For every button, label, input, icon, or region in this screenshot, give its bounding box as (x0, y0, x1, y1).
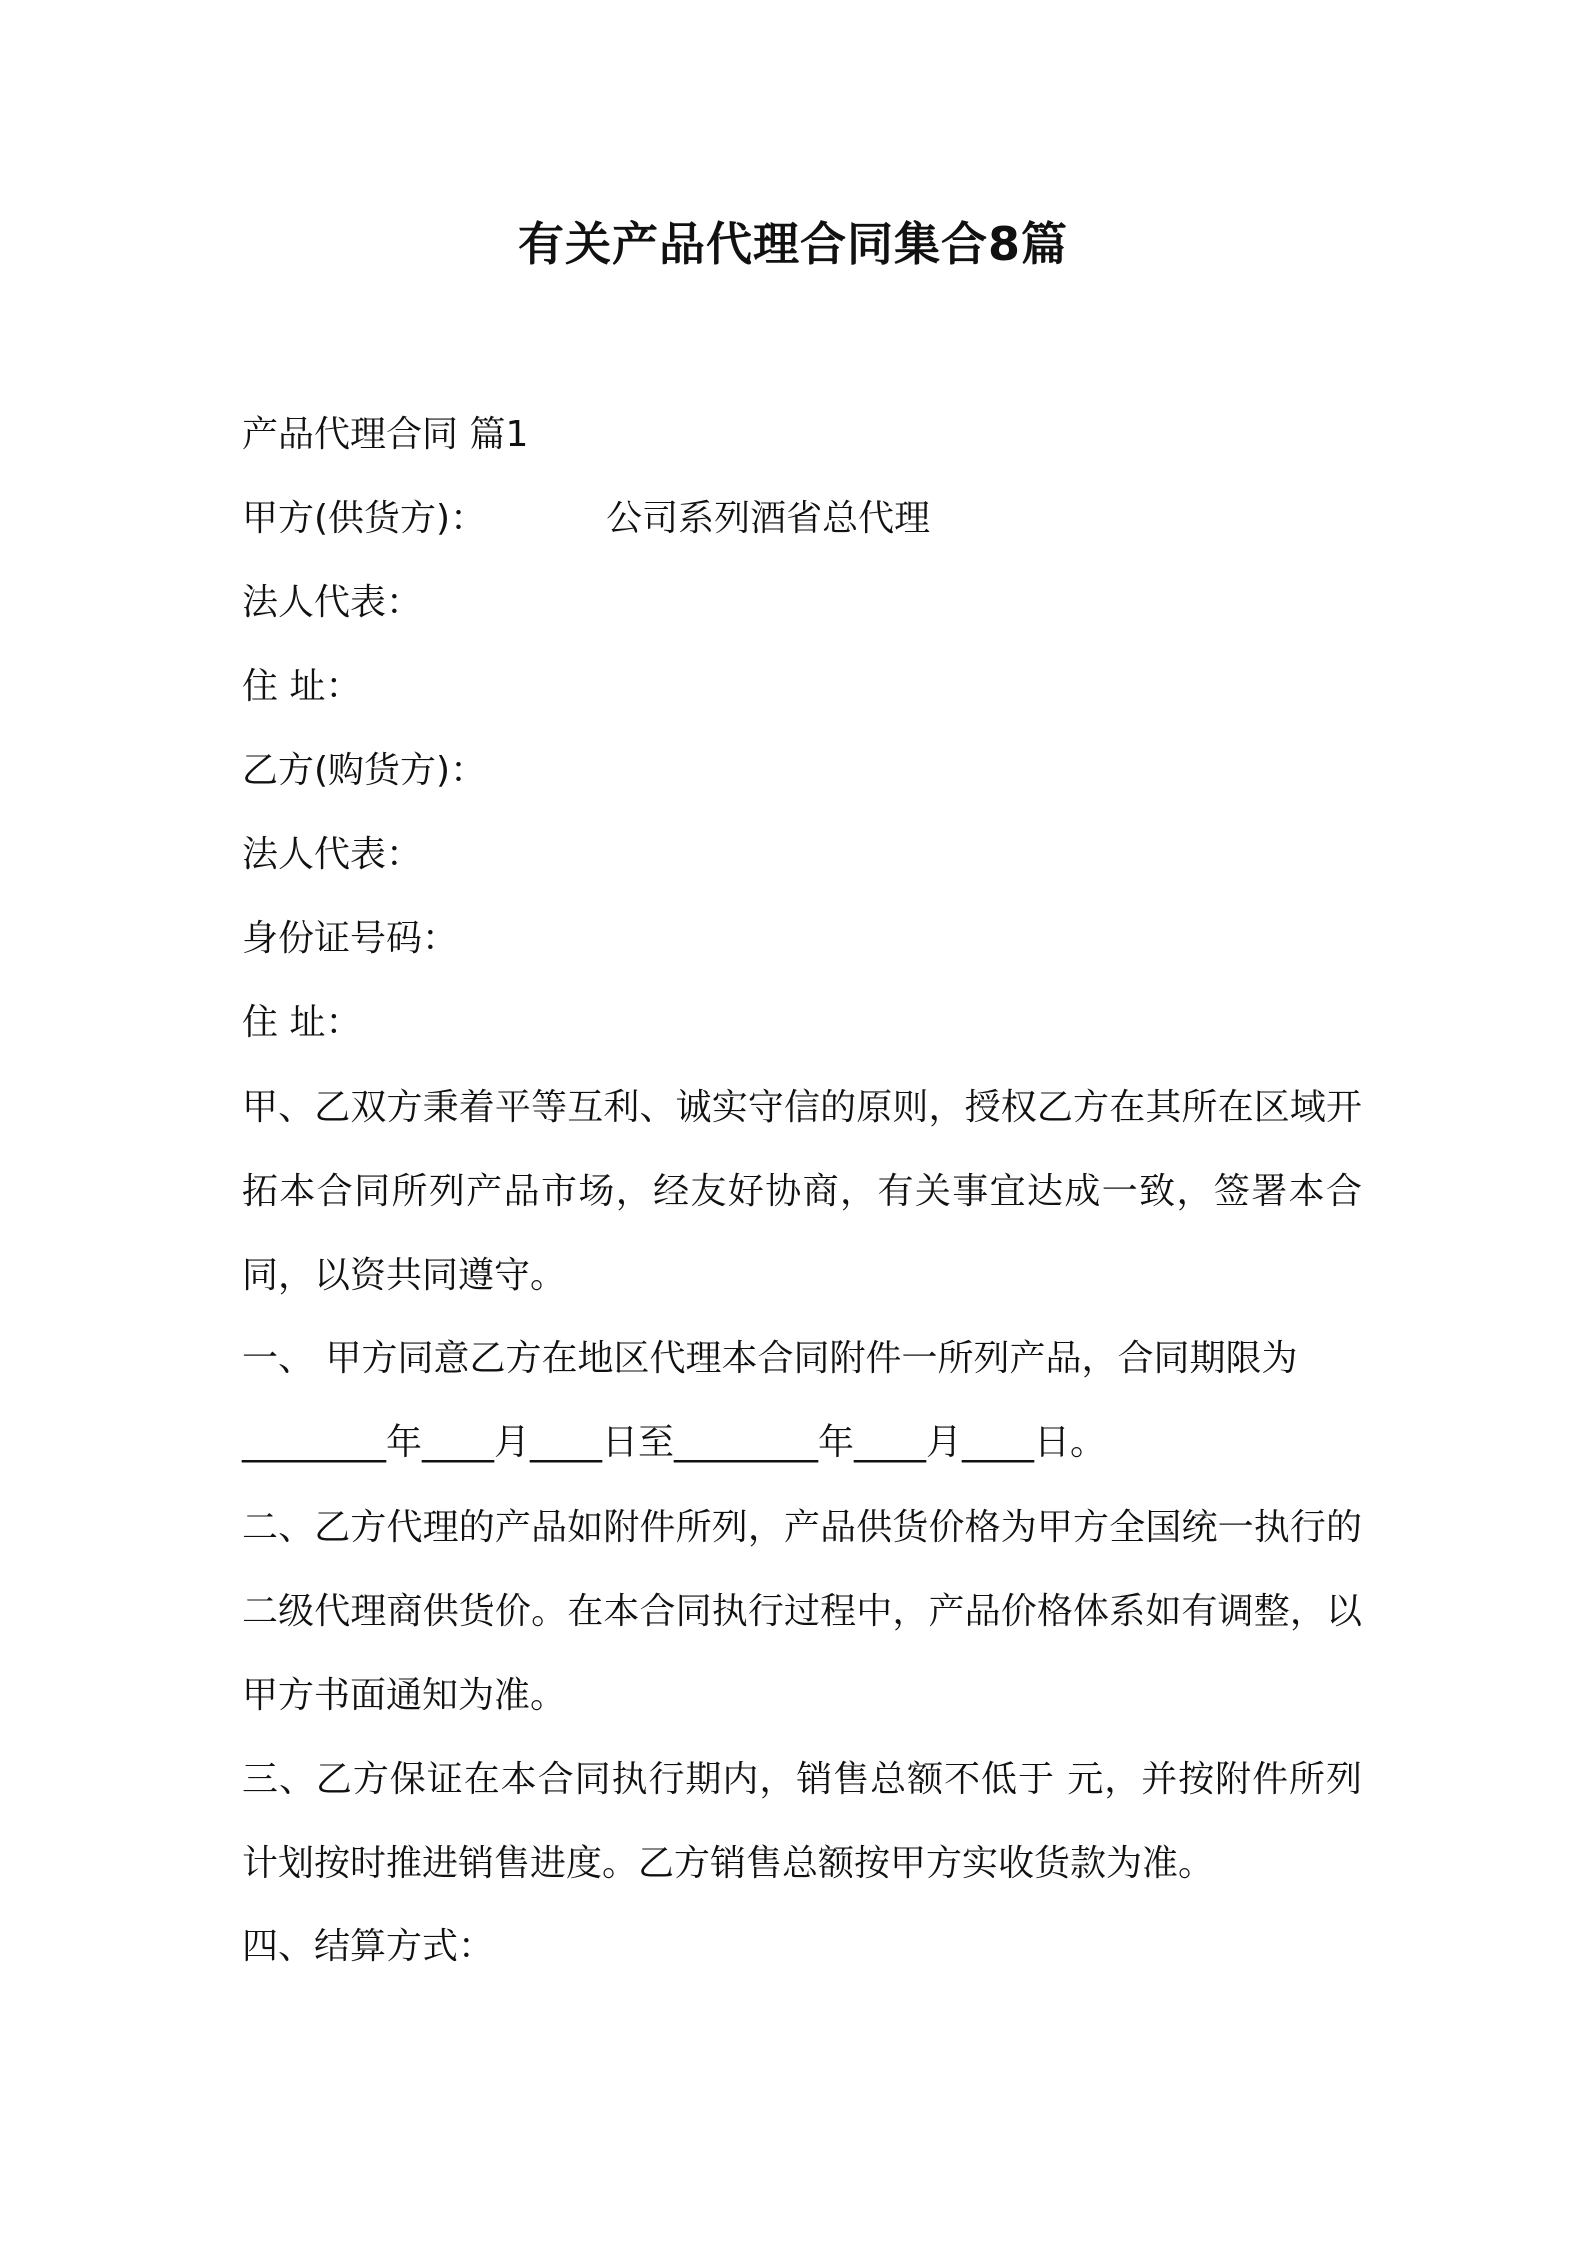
clause-1-line-1: 一、 甲方同意乙方在地区代理本合同附件一所列产品，合同期限为 (242, 1338, 1298, 1379)
party-b-legal-rep: 法人代表： (242, 834, 423, 875)
section-heading: 产品代理合同 篇1 (242, 414, 529, 455)
party-a-address: 住 址： (242, 666, 362, 707)
document-title: 有关产品代理合同集合8篇 (517, 217, 1068, 271)
party-a-legal-rep: 法人代表： (242, 582, 423, 623)
party-b-address: 住 址： (242, 1002, 362, 1043)
clause-1-line-2: ________年____月____日至________年____月____日。 (242, 1422, 1106, 1463)
party-a-line (242, 494, 1362, 544)
clause-3-paragraph: 三、乙方保证在本合同执行期内，销售总额不低于 元，并按附件所列计划按时推进销售进度。乙方销售总额按甲方实收货款为准。 (242, 1759, 1362, 1884)
party-a-value: 公司系列酒省总代理 (606, 498, 931, 539)
party-b-label: 乙方(购货方)： (242, 750, 487, 791)
clause-4-heading: 四、结算方式： (242, 1926, 495, 1967)
clause-2-paragraph: 二、乙方代理的产品如附件所列，产品供货价格为甲方全国统一执行的二级代理商供货价。在本合同执行过程中，产品价格体系如有调整，以甲方书面通知为准。 (242, 1507, 1362, 1716)
party-b-id-number: 身份证号码： (242, 918, 459, 959)
party-a-label: 甲方(供货方)： (242, 498, 487, 539)
preamble-paragraph: 甲、乙双方秉着平等互利、诚实守信的原则，授权乙方在其所在区域开拓本合同所列产品市场，经友好协商，有关事宜达成一致，签署本合同，以资共同遵守。 (242, 1087, 1362, 1296)
